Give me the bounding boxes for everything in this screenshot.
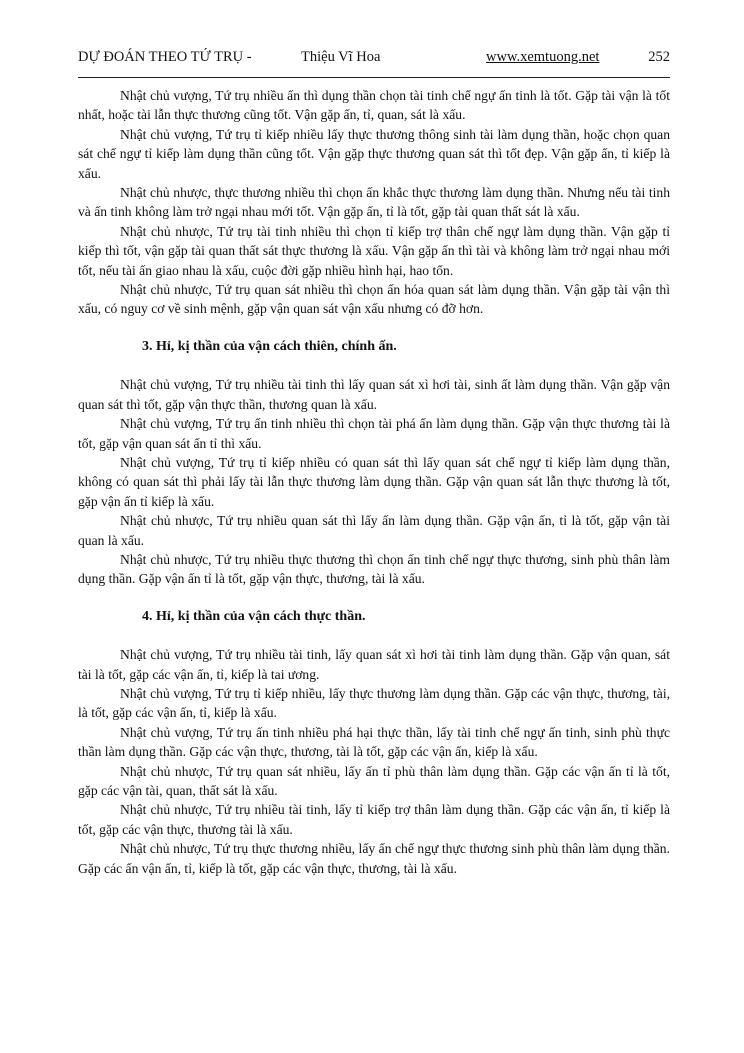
paragraph: Nhật chủ vượng, Tứ trụ tỉ kiếp nhiều có quan sát thì lấy quan sát chế ngự tỉ kiếp làm dụng thần, không có quan sát thì phải lấy tài lẫn thực thương làm dụng thần. Gặp vận quan sát lẫn thực thương là tốt, gặp vận ấn tỉ kiếp là xấu. — [78, 454, 670, 509]
paragraph: Nhật chủ nhược, thực thương nhiều thì chọn ấn khắc thực thương làm dụng thần. Nhưng nếu tài tinh và ấn tinh không làm trở ngại nhau mới tốt. Vận gặp ấn, tỉ là tốt, gặp tài quan thất sát là xấu. — [78, 185, 670, 220]
page-number: 252 — [648, 49, 670, 65]
paragraph: Nhật chủ vượng, Tứ trụ nhiều tài tinh thì lấy quan sát xì hơi tài, sinh ất làm dụng thần. Vận gặp vận quan sát thì tốt, gặp vận thực thần, thương quan là xấu. — [78, 377, 670, 412]
paragraph: Nhật chủ nhược, Tứ trụ quan sát nhiều, lấy ấn tỉ phù thân làm dụng thần. Gặp các vận ấn tỉ là tốt, gặp các vận tài, quan, thất sát là xấu. — [78, 763, 670, 798]
paragraph: Nhật chủ vượng, Tứ trụ tỉ kiếp nhiều, lấy thực thương làm dụng thần. Gặp các vận thực, thương, tài, là tốt, gặp các vận ấn, tỉ, kiếp là xấu. — [78, 685, 670, 721]
paragraph: Nhật chủ vượng, Tứ trụ nhiều ấn thì dụng thần chọn tài tinh chế ngự ấn tinh là tốt. Gặp tài vận là tốt nhất, hoặc tài lẫn thực thương cũng tốt. Vận gặp ấn, tỉ, quan, sát là xấu. — [78, 88, 670, 123]
website-link[interactable]: www.xemtuong.net — [486, 49, 600, 65]
book-title: DỰ ĐOÁN THEO TỨ TRỤ - — [78, 49, 252, 65]
author-name: Thiệu Vĩ Hoa — [301, 49, 381, 65]
paragraph: Nhật chủ vượng, Tứ trụ tỉ kiếp nhiều lấy thực thương thông sinh tài làm dụng thần, hoặc chọn quan sát chế ngự tỉ kiếp làm dụng thần cũng tốt. Vận gặp thực thương quan sát thì tốt đẹp. Vận gặp ấn, tỉ kiếp là xấu. — [78, 126, 670, 181]
paragraph: Nhật chủ vượng, Tứ trụ nhiều tài tinh, lấy quan sát xì hơi tài tinh làm dụng thần. Gặp vận quan, sát tài là tốt, gặp các vận ấn, tỉ, kiếp là tai ương. — [78, 647, 670, 682]
page-header — [78, 48, 670, 66]
paragraph: Nhật chủ nhược, Tứ trụ nhiều quan sát thì lấy ấn làm dụng thần. Gặp vận ấn, tỉ là tốt, gặp vận tài quan là xấu. — [78, 513, 670, 548]
paragraph: Nhật chủ nhược, Tứ trụ tài tinh nhiều thì chọn tỉ kiếp trợ thân chế ngự làm dụng thần. Vận gặp tỉ kiếp thì tốt, vận gặp tài quan thất sát thực thương là xấu. Vận gặp ấn thì tài và không làm trở ngại nhau mới tốt, nếu tài ấn giao nhau là xấu, cuộc đời gặp nhiều hình hại, hao tổn. — [78, 223, 670, 278]
paragraph: Nhật chủ nhược, Tứ trụ nhiều thực thương thì chọn ấn tinh chế ngự thực thương, sinh phù thân làm dụng thần. Gặp vận ấn tỉ là tốt, gặp vận thực, thương, tài là xấu. — [78, 551, 670, 587]
paragraph: Nhật chủ nhược, Tứ trụ thực thương nhiều, lấy ấn chế ngự thực thương sinh phù thân làm dụng thần. Gặp các ấn vận ấn, tỉ, kiếp là tốt, gặp các vận thực, thương, tài là xấu. — [78, 841, 670, 876]
paragraph: Nhật chủ nhược, Tứ trụ quan sát nhiều thì chọn ấn hóa quan sát làm dụng thần. Vận gặp tài vận thì xấu, có nguy cơ về sinh mệnh, gặp vận quan sát vận xấu nhưng có đỡ hơn. — [78, 282, 670, 317]
paragraph: Nhật chủ nhược, Tứ trụ nhiều tài tinh, lấy tỉ kiếp trợ thân làm dụng thần. Gặp các vận ấn, tỉ kiếp là tốt, gặp các vận thực, thương tài là xấu. — [78, 802, 670, 837]
header-divider — [78, 77, 670, 78]
section-heading: 3. Hỉ, kị thần của vận cách thiên, chính ấn. — [142, 338, 397, 354]
paragraph: Nhật chủ vượng, Tứ trụ ấn tinh nhiều phá hại thực thần, lấy tài tinh chế ngự ấn tinh, sinh phù thực thần làm dụng thần. Gặp các vận thực, thương, tài là tốt, gặp các vận ấn, kiếp là xấu. — [78, 724, 670, 760]
page-body — [78, 86, 670, 878]
paragraph: Nhật chủ vượng, Tứ trụ ấn tinh nhiều thì chọn tài phá ấn làm dụng thần. Gặp vận thực thương tài là tốt, gặp vận quan sát ấn tỉ thì xấu. — [78, 416, 670, 451]
section-heading: 4. Hỉ, kị thần của vận cách thực thần. — [142, 608, 366, 624]
